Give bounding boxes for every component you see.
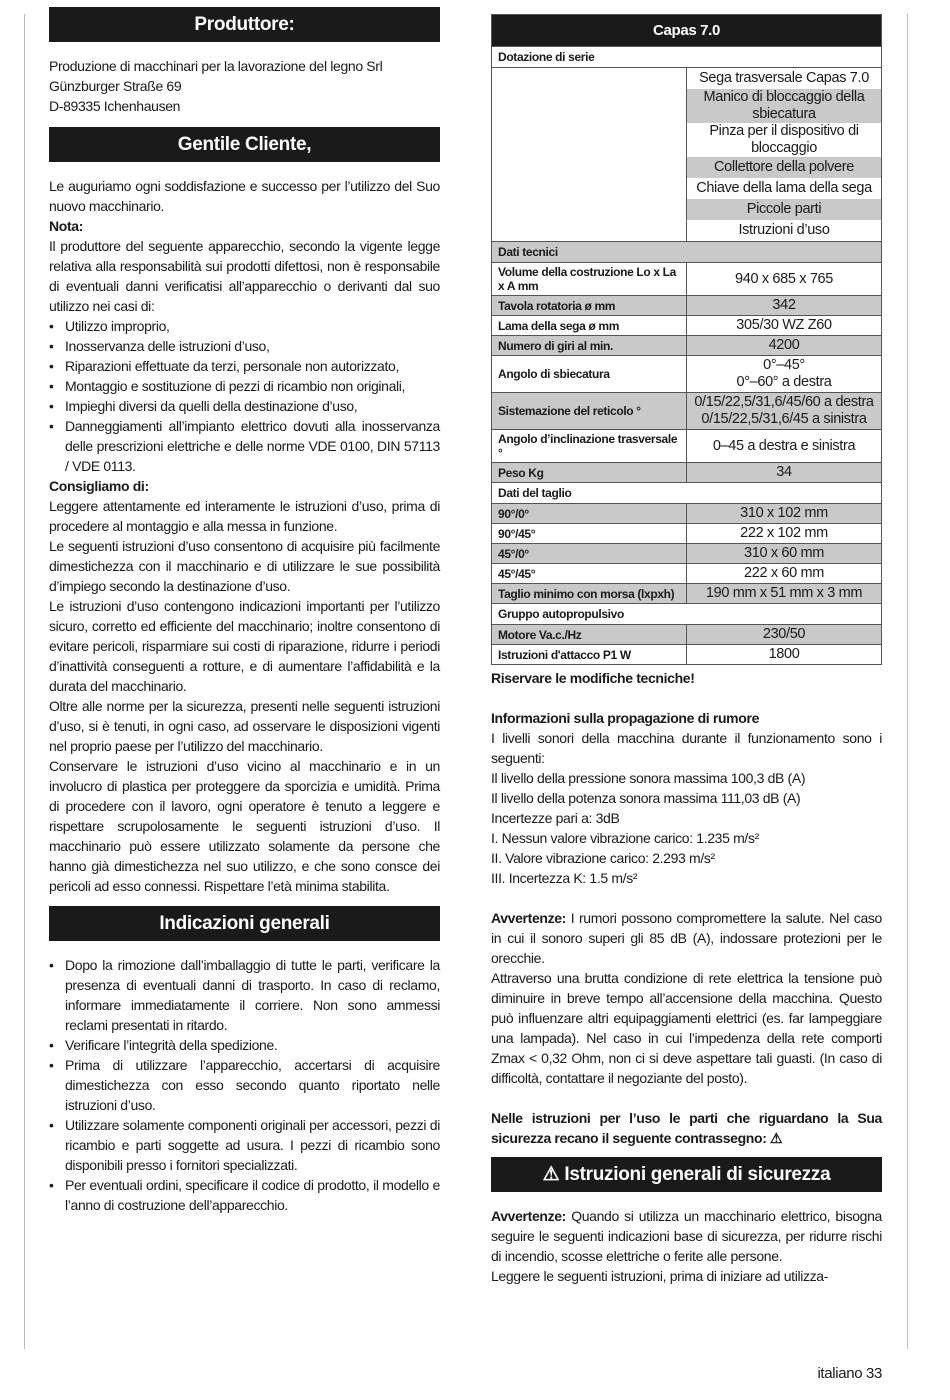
tech-section-row <box>492 242 882 263</box>
row-value: 1800 <box>687 645 882 665</box>
standard-item: Piccole parti <box>687 199 882 220</box>
noise-line: Incertezze pari a: 3dB <box>491 810 620 826</box>
list-item: • Dopo la rimozione dall’imballaggio di tutte le parti, verificare la presenza di eventuali danni di trasporto. In caso di reclamo, informare immediatamente il corriere. Non sono ammessi reclami presentati in ritardo. <box>49 955 440 1035</box>
row-label: 90°/0° <box>492 504 687 524</box>
table-row <box>492 393 882 430</box>
row-value: 190 mm x 51 mm x 3 mm <box>687 584 882 604</box>
note-bullet-list <box>49 316 440 476</box>
warning-text: I rumori possono compromettere la salute. Nel caso in cui il sonoro superi gli 85 dB (A), indossare protezioni per le orecchie. <box>491 910 882 966</box>
safety-section <box>491 1206 882 1286</box>
general-bullet-list <box>49 955 440 1215</box>
advice-paragraph: Leggere attentamente ed interamente le istruzioni d’uso, prima di procedere al montaggio e alla messa in funzione. <box>49 498 440 534</box>
advice-paragraph: Le seguenti istruzioni d’uso consentono di acquisire più facilmente dimestichezza con il macchinario e di utilizzare le sue possibilità d’impiego secondo la destinazione d’uso. <box>49 538 440 594</box>
row-value: 222 x 60 mm <box>687 564 882 584</box>
list-item: • Verificare l’integrità della spedizione. <box>49 1035 440 1055</box>
safety-mark-paragraph: Nelle istruzioni per l’uso le parti che riguardano la Sua sicurezza recano il seguente contrassegno: ⚠ <box>491 1110 882 1146</box>
table-row <box>492 89 882 123</box>
table-row <box>492 356 882 393</box>
drive-section-row-label: Gruppo autopropulsivo <box>492 604 882 625</box>
advice-paragraph: Oltre alle norme per la sicurezza, presenti nelle seguenti istruzioni d’uso, si è tenuti, in ogni caso, ad osservare le disposizioni vigenti nel proprio paese per l’utilizzo del macchinario. <box>49 698 440 754</box>
noise-line: Il livello della potenza sonora massima 111,03 dB (A) <box>491 790 801 806</box>
left-margin-rule <box>24 14 25 1349</box>
safety-warning-text: Quando si utilizza un macchinario elettrico, bisogna seguire le seguenti indicazioni base di sicurezza, per ridurre rischi di incendio, scosse elettriche o ferite alle persone. <box>491 1208 882 1264</box>
advice-paragraph: Le istruzioni d’uso contengono indicazioni importanti per l’utilizzo sicuro, corretto ed efficiente del macchinario; inoltre consentono di evitare pericoli, risparmiare sui costi di riparazione, ridurre i periodi d’inattività conseguenti a rotture, e di aumentare l’affidabilità e la durata del macchinario. <box>49 598 440 694</box>
list-item: • Prima di utilizzare l’apparecchio, accertarsi di acquisire dimestichezza con esso secondo quanto riportato nelle istruzioni d’uso. <box>49 1055 440 1115</box>
table-row <box>492 584 882 604</box>
list-item: • Riparazioni effettuate da terzi, personale non autorizzato, <box>49 356 440 376</box>
row-value: 305/30 WZ Z60 <box>687 316 882 336</box>
row-value: 0/15/22,5/31,6/45/60 a destra 0/15/22,5/31,6/45 a sinistra <box>687 393 882 430</box>
row-label: Taglio minimo con morsa (lxpxh) <box>492 584 687 604</box>
safety-read-text: Leggere le seguenti istruzioni, prima di iniziare ad utilizza- <box>491 1268 829 1284</box>
empty-label-cell <box>492 123 687 157</box>
row-value: 940 x 685 x 765 <box>687 263 882 296</box>
table-row <box>492 123 882 157</box>
table-row <box>492 625 882 645</box>
producer-heading: Produttore: <box>49 7 440 42</box>
left-column <box>49 7 440 1215</box>
customer-section <box>49 176 440 896</box>
right-text <box>491 668 882 1148</box>
row-label: 90°/45° <box>492 524 687 544</box>
standard-item: Sega trasversale Capas 7.0 <box>687 68 882 90</box>
tech-section-row-label: Dati tecnici <box>492 242 882 263</box>
table-row <box>492 316 882 336</box>
cut-section-row-label: Dati del taglio <box>492 483 882 504</box>
table-row <box>492 157 882 178</box>
row-value: 230/50 <box>687 625 882 645</box>
empty-label-cell <box>492 220 687 242</box>
standard-section-row-label: Dotazione di serie <box>492 47 882 68</box>
safety-heading: ⚠ Istruzioni generali di sicurezza <box>491 1157 882 1192</box>
warning-label: Avvertenze: <box>491 910 566 926</box>
general-section <box>49 955 440 1215</box>
page-number: italiano 33 <box>817 1365 882 1382</box>
table-row <box>492 564 882 584</box>
intro-text: Le auguriamo ogni soddisfazione e successo per l’utilizzo del Suo nuovo macchinario. <box>49 178 440 214</box>
cut-section-row <box>492 483 882 504</box>
table-row <box>492 296 882 316</box>
empty-label-cell <box>492 178 687 199</box>
list-item: • Inosservanza delle istruzioni d’uso, <box>49 336 440 356</box>
right-margin-rule <box>907 14 908 1349</box>
row-value: 222 x 102 mm <box>687 524 882 544</box>
table-row <box>492 504 882 524</box>
table-title: Capas 7.0 <box>492 15 882 47</box>
note-text: Il produttore del seguente apparecchio, secondo la vigente legge relativa alla responsabilità sui prodotti difettosi, non è responsabile di eventuali danni verificatisi all’apparecchio o derivanti dal suo utilizzo nei casi di: <box>49 238 440 314</box>
standard-item: Chiave della lama della sega <box>687 178 882 199</box>
row-label: Tavola rotatoria ø mm <box>492 296 687 316</box>
safety-warning-paragraph <box>491 1206 882 1266</box>
list-item: • Utilizzo improprio, <box>49 316 440 336</box>
empty-label-cell <box>492 199 687 220</box>
grid-paragraph: Attraverso una brutta condizione di rete elettrica la tensione può diminuire in breve tempo all’accensione della macchina. Questo può influenzare altri equipaggiamenti elettrici (es. far lampeggiare una lampada). Nel caso in cui l’impedenza della rete comporti Zmax < 0,32 Ohm, non ci si deve aspettare tali guasti. (In caso di difficoltà, contattare il negoziante del posto). <box>491 970 882 1086</box>
list-item: • Impieghi diversi da quelli della destinazione d’uso, <box>49 396 440 416</box>
note-label: Nota: <box>49 218 84 234</box>
right-column <box>491 14 882 1384</box>
row-value: 0–45 a destra e sinistra <box>687 430 882 463</box>
row-label: Peso Kg <box>492 463 687 483</box>
row-label: Volume della costruzione Lo x La x A mm <box>492 263 687 296</box>
table-row <box>492 544 882 564</box>
empty-label-cell <box>492 89 687 123</box>
standard-item: Istruzioni d’uso <box>687 220 882 242</box>
empty-label-cell <box>492 68 687 90</box>
warning-paragraph <box>491 908 882 968</box>
address-line: Produzione di macchinari per la lavorazione del legno Srl <box>49 58 383 74</box>
row-label: 45°/0° <box>492 544 687 564</box>
advice-label: Consigliamo di: <box>49 478 149 494</box>
row-label: Lama della sega ø mm <box>492 316 687 336</box>
table-row <box>492 199 882 220</box>
table-row <box>492 263 882 296</box>
table-row <box>492 68 882 90</box>
table-row <box>492 430 882 463</box>
advice-paragraph: Conservare le istruzioni d’uso vicino al macchinario e in un involucro di plastica per proteggere da sporcizia e umidità. Prima di procedere con il lavoro, ogni operatore è tenuto a leggere e rispettare scrupolosamente le seguenti istruzioni d’uso. Il macchinario può essere utilizzato solamente da persone che hanno già dimestichezza nel suo utilizzo, e che sono consce dei pericoli ad esso connessi. Rispettare l’età minima stabilita. <box>49 758 440 894</box>
standard-section-row <box>492 47 882 68</box>
tech-changes-note: Riservare le modifiche tecniche! <box>491 670 695 686</box>
row-value: 310 x 102 mm <box>687 504 882 524</box>
row-value: 342 <box>687 296 882 316</box>
row-label: Istruzioni d'attacco P1 W <box>492 645 687 665</box>
table-row <box>492 220 882 242</box>
table-row <box>492 336 882 356</box>
noise-line: Il livello della pressione sonora massima 100,3 dB (A) <box>491 770 806 786</box>
row-label: Sistemazione del reticolo ° <box>492 393 687 430</box>
standard-item: Pinza per il dispositivo di bloccaggio <box>687 123 882 157</box>
row-value: 4200 <box>687 336 882 356</box>
noise-line: III. Incertezza K: 1.5 m/s² <box>491 870 638 886</box>
row-value: 0°–45° 0°–60° a destra <box>687 356 882 393</box>
customer-heading: Gentile Cliente, <box>49 127 440 162</box>
list-item: • Utilizzare solamente componenti originali per accessori, pezzi di ricambio e parti soggette ad usura. I pezzi di ricambio sono disponibili presso i fornitori specializzati. <box>49 1115 440 1175</box>
row-value: 310 x 60 mm <box>687 544 882 564</box>
noise-title: Informazioni sulla propagazione di rumore <box>491 710 760 726</box>
table-row <box>492 524 882 544</box>
noise-line: I. Nessun valore vibrazione carico: 1.235 m/s² <box>491 830 759 846</box>
row-label: Motore Va.c./Hz <box>492 625 687 645</box>
list-item: • Danneggiamenti all’impianto elettrico dovuti alla inosservanza delle prescrizioni elettriche e delle norme VDE 0100, DIN 57113 / VDE 0113. <box>49 416 440 476</box>
standard-item: Manico di bloccaggio della sbiecatura <box>687 89 882 123</box>
row-label: 45°/45° <box>492 564 687 584</box>
safety-warning-label: Avvertenze: <box>491 1208 566 1224</box>
row-label: Numero di giri al min. <box>492 336 687 356</box>
drive-section-row <box>492 604 882 625</box>
noise-line: II. Valore vibrazione carico: 2.293 m/s² <box>491 850 715 866</box>
general-heading: Indicazioni generali <box>49 906 440 941</box>
list-item: • Per eventuali ordini, specificare il codice di prodotto, il modello e l’anno di costruzione dell’apparecchio. <box>49 1175 440 1215</box>
standard-item: Collettore della polvere <box>687 157 882 178</box>
row-value: 34 <box>687 463 882 483</box>
table-row <box>492 178 882 199</box>
empty-label-cell <box>492 157 687 178</box>
producer-address <box>49 56 440 116</box>
address-line: D-89335 Ichenhausen <box>49 98 181 114</box>
spec-table <box>491 14 882 665</box>
table-title-row <box>492 15 882 47</box>
list-item: • Montaggio e sostituzione di pezzi di ricambio non originali, <box>49 376 440 396</box>
table-row <box>492 645 882 665</box>
noise-line: I livelli sonori della macchina durante il funzionamento sono i seguenti: <box>491 730 882 766</box>
row-label: Angolo di sbiecatura <box>492 356 687 393</box>
table-row <box>492 463 882 483</box>
address-line: Günzburger Straße 69 <box>49 78 182 94</box>
row-label: Angolo d’inclinazione trasversale ° <box>492 430 687 463</box>
